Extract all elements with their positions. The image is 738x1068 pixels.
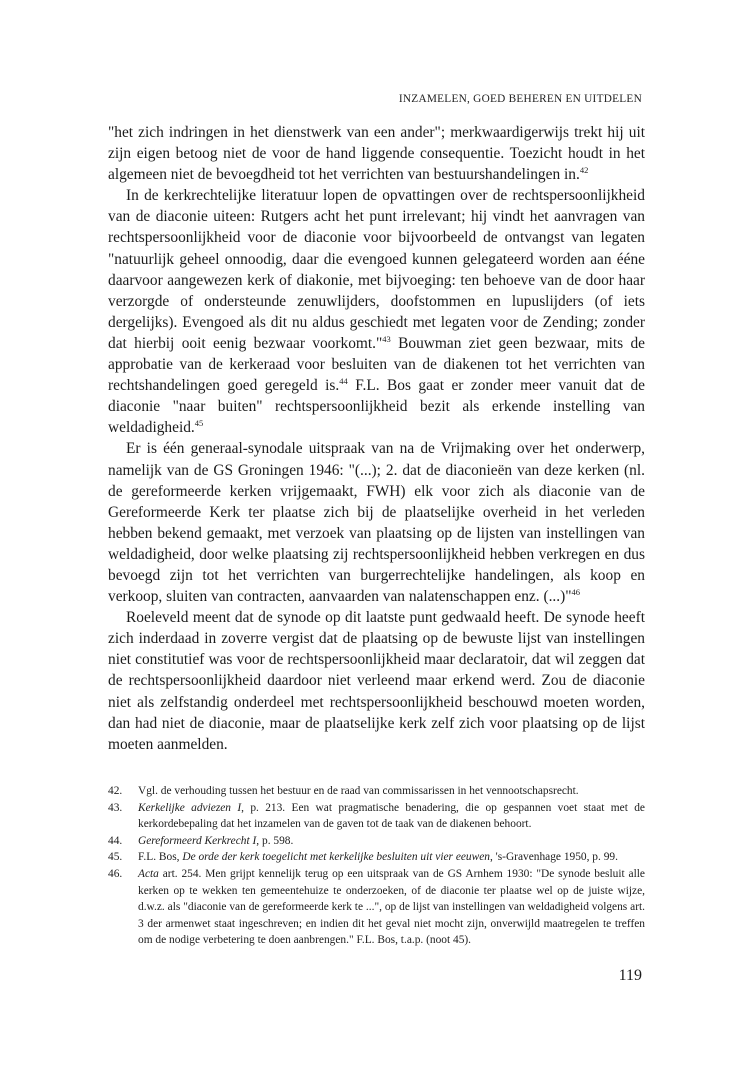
running-head: INZAMELEN, GOED BEHEREN EN UITDELEN	[398, 93, 642, 105]
footnote-ref-43: 43	[382, 333, 391, 344]
cited-title: Kerkelijke adviezen I	[138, 801, 242, 814]
footnote-number: 46.	[108, 867, 123, 880]
footnote-43	[108, 800, 645, 833]
footnote-42	[108, 783, 645, 800]
footnote-46	[108, 866, 645, 949]
footnote-text: Kerkelijke adviezen I, p. 213. Een wat pragmatische benadering, die op gespannen voet staat met de kerkordebepaling dat het inzamelen van de gaven tot de taak van de diakenen behoort.	[138, 801, 645, 831]
footnote-number: 44.	[108, 834, 123, 847]
page-number: 119	[618, 967, 642, 984]
cited-title: De orde der kerk toegelicht met kerkelijke besluiten uit vier eeuwen	[182, 851, 490, 864]
footnote-text: Acta art. 254. Men grijpt kennelijk terug op een uitspraak van de GS Arnhem 1930: "De synode besluit alle kerken op te wekken ten gemeentehuize te onderzoeken, of de diaconie ter plaatse wel op de juiste wijze, d.w.z. als "diaconie van de gereformeerde kerk te ...", op de lijst van instellingen van weldadigheid volgens art. 3 der armenwet staat ingeschreven; en indien dit het geval niet mocht zijn, onverwijld maatregelen te treffen om de nodige verbetering te doen aanbrengen." F.L. Bos, t.a.p. (noot 45).	[138, 867, 645, 947]
footnote-44	[108, 833, 645, 850]
footnote-number: 42.	[108, 785, 123, 797]
paragraph-1: "het zich indringen in het dienstwerk van een ander"; merkwaardigerwijs trekt hij uit zijn eigen betoog niet de voor de hand liggende consequentie. Toezicht houdt in het algemeen niet de bevoegdheid tot het verrichten van bestuurshandelingen in.$^{42}$	[108, 124, 645, 184]
cited-title: Acta	[138, 867, 159, 880]
main-text	[108, 122, 645, 755]
footnote-number: 43.	[108, 801, 123, 814]
footnote-ref-45: 45	[194, 418, 204, 429]
paragraph-2: In de kerkrechtelijke literatuur lopen de opvattingen over de rechtspersoonlijkheid van de diaconie uiteen: Rutgers acht het punt irrelevant; hij vindt het aanvragen van rechtspersoonlijkheid voor de diaconie voor bijvoorbeeld de ontvangst van legaten "natuurlijk geheel onnoodig, daar die evengoed kunnen gelegateerd worden aan ééne daarvoor aangewezen kerk of diakonie, met bijvoeging: ten behoeve van de door haar verzorgde of ondersteunde zenuwlijders, doofstommen en lupuslijders (of iets dergelijks). Evengoed als dit nu aldus geschiedt met legaten voor de Zending; zonder dat hierbij ooit eenig bezwaar voorkomt."$^{43}$ Bouwman ziet geen bezwaar, mits de approbatie van de kerkeraad voor besluiten van de diakenen tot het verrichten van rechtshandelingen goed geregeld is.$^{44}$ F.L. Bos gaat er zonder meer vanuit dat de diaconie "naar buiten" rechtspersoonlijkheid bezit als erkende instelling van weldadigheid.$^{45}$	[108, 187, 645, 437]
footnotes	[108, 783, 645, 949]
footnote-ref-42: 42	[579, 165, 589, 176]
footnote-text: F.L. Bos, De orde der kerk toegelicht met kerkelijke besluiten uit vier eeuwen, 's-Gravenhage 1950, p. 99.	[138, 851, 618, 864]
paragraph-3: Er is één generaal-synodale uitspraak van na de Vrijmaking over het onderwerp, namelijk van de GS Groningen 1946: "(...); 2. dat de diaconieën van deze kerken (nl. de gereformeerde kerken vrijgemaakt, FWH) elk voor zich als diaconie van de Gereformeerde Kerk ter plaatse zich bij de plaatselijke overheid in het verleden hebben bekend gemaakt, met verzoek van plaatsing op de lijsten van instellingen van weldadigheid, door welke plaatsing zij rechtspersoonlijkheid hebben verkregen en dus bevoegd zijn tot het verrichten van burgerrechtelijke handelingen, als koop en verkoop, sluiten van contracten, aanvaarden van nalatenschappen enz. (...)"$^{46}$	[108, 440, 645, 606]
paragraph-4: Roeleveld meent dat de synode op dit laatste punt gedwaald heeft. De synode heeft zich inderdaad in zoverre vergist dat de plaatsing op de bewuste lijst van instellingen niet constitutief was voor de rechtspersoonlijkheid maar declaratoir, dat wil zeggen dat de rechtspersoonlijkheid daardoor niet verleend maar erkend werd. Zou de diaconie niet als zelfstandig onderdeel met rechtspersoonlijkheid beschouwd moeten worden, dan had niet de diaconie, maar de plaatselijke kerk zelf zich voor plaatsing op de lijst moeten aanmelden.	[108, 609, 645, 753]
footnote-text: Vgl. de verhouding tussen het bestuur en de raad van commissarissen in het vennootschapsrecht.	[138, 785, 579, 797]
cited-title: Gereformeerd Kerkrecht I	[138, 834, 257, 847]
footnote-45	[108, 849, 645, 866]
footnote-number: 45.	[108, 851, 123, 864]
footnote-ref-44: 44	[339, 376, 348, 387]
footnote-text: Gereformeerd Kerkrecht I, p. 598.	[138, 834, 294, 847]
footnote-ref-46: 46	[571, 587, 581, 598]
